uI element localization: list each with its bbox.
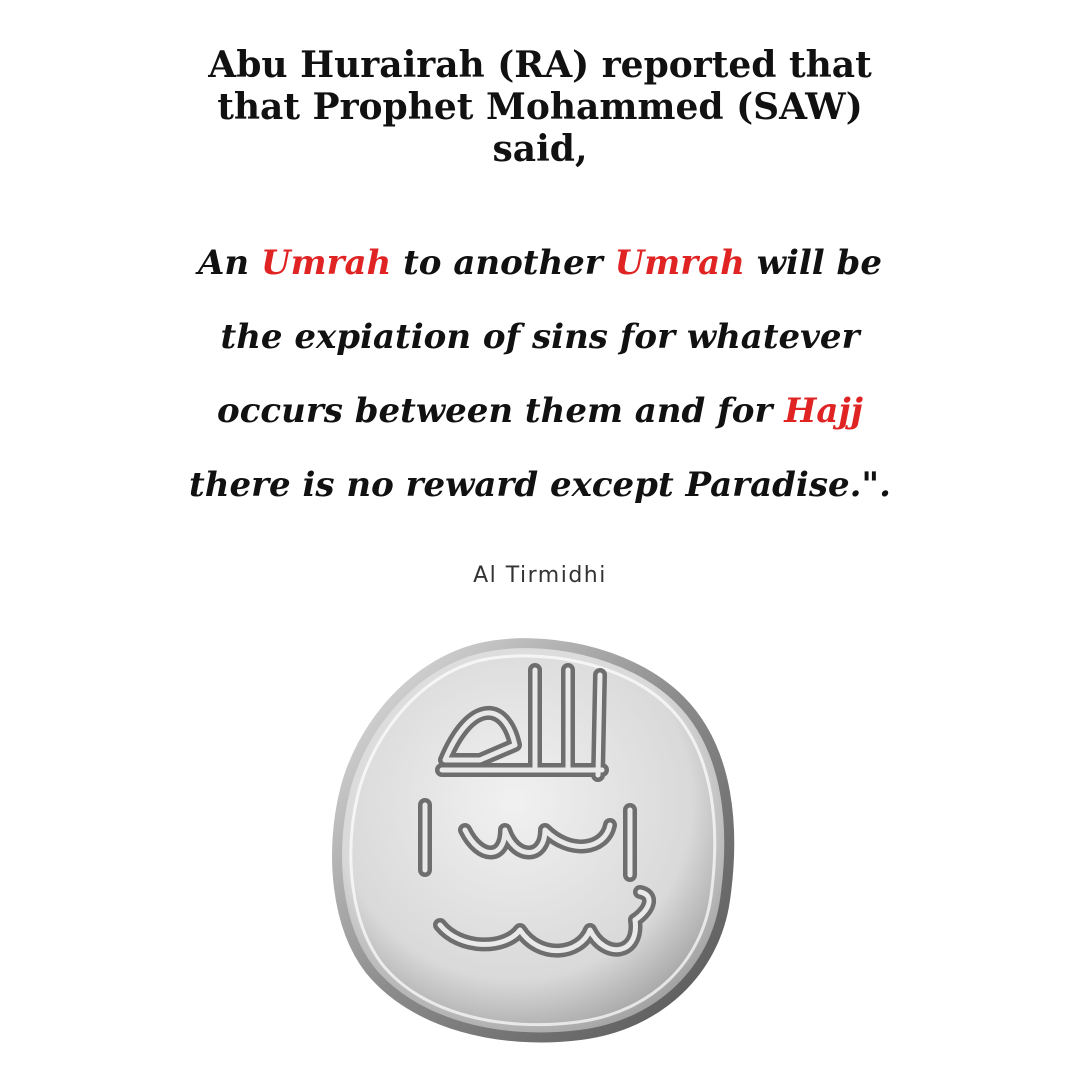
quote-line-3 [0, 374, 1080, 448]
quote-line-4: there is no reward except Paradise.". [189, 465, 891, 505]
highlight-umrah: Umrah [614, 243, 745, 283]
quote-line-2: the expiation of sins for whatever [220, 317, 860, 357]
quote-text: will be [744, 243, 882, 283]
quote-text: occurs between them and for [217, 391, 785, 431]
intro-text [0, 44, 1080, 170]
source-attribution: Al Tirmidhi [473, 563, 607, 588]
quote-line-1 [0, 226, 1080, 300]
highlight-hajj: Hajj [784, 391, 863, 431]
intro-line-2: that Prophet Mohammed (SAW) [217, 86, 863, 128]
intro-line-1: Abu Hurairah (RA) reported that [208, 44, 872, 86]
highlight-umrah: Umrah [260, 243, 392, 283]
quote-text: An [198, 243, 261, 283]
silver-coin-calligraphy-seal [330, 630, 740, 1050]
hadith-quote [0, 226, 1080, 522]
intro-line-3: said, [492, 128, 588, 170]
quote-text: to another [391, 243, 615, 283]
